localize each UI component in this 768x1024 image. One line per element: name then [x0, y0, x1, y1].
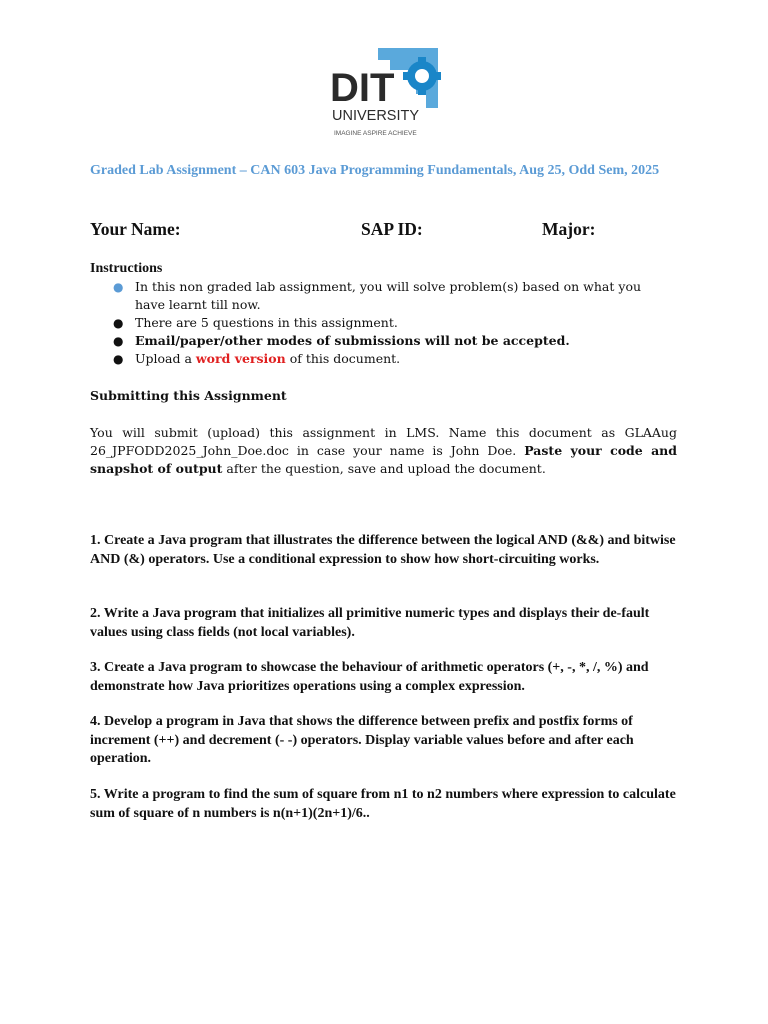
bullet-icon: ● [113, 352, 124, 366]
instruction-item: ● Email/paper/other modes of submissions will not be accepted. [113, 333, 570, 348]
logo-subword: UNIVERSITY [332, 108, 420, 124]
instructions-heading: Instructions [90, 261, 163, 276]
bullet-icon: ● [113, 280, 124, 294]
logo-graphic [330, 46, 442, 142]
paste-code-emphasis: Paste your code and snapshot of output [90, 443, 678, 476]
bullet-icon: ● [113, 334, 124, 348]
instructions-list [90, 278, 690, 368]
student-fields [90, 219, 690, 241]
major-label: Major: [542, 219, 596, 239]
question-3: 3. Create a Java program to showcase the behaviour of arithmetic operators (+, -, *, /, %) and demonstrate how Java prioritizes operations using a complex expression. [90, 660, 649, 694]
instruction-item: ● Upload a word version of this document. [113, 351, 401, 366]
instruction-item: ● There are 5 questions in this assignment. [113, 315, 398, 330]
submitting-paragraph: You will submit (upload) this assignment in LMS. Name this document as GLAAug 26_JPFODD2025_John_Doe.doc in case your name is John Doe. Paste your code and snapshot of output after the question, save and upload the document. [90, 425, 678, 476]
instruction-item: ● In this non graded lab assignment, you will solve problem(s) based on what you have learnt till now. [113, 279, 642, 312]
question-2: 2. Write a Java program that initializes all primitive numeric types and displays their de-fault values using class fields (not local variables). [90, 606, 650, 640]
question-5: 5. Write a program to find the sum of square from n1 to n2 numbers where expression to calculate sum of square of n numbers is n(n+1)(2n+1)/6.. [90, 787, 676, 821]
your-name-label: Your Name: [90, 219, 181, 239]
question-1: 1. Create a Java program that illustrates the difference between the logical AND (&&) and bitwise AND (&) operators. Use a conditional expression to show how short-circuiting works. [90, 533, 676, 567]
dit-university-logo [330, 46, 442, 142]
question-4: 4. Develop a program in Java that shows the difference between prefix and postfix forms of increment (++) and decrement (- -) operators. Display variable values before and after each operation. [90, 714, 634, 766]
logo-wordmark: DIT [330, 66, 395, 110]
word-version-highlight: word version [195, 351, 286, 366]
sap-id-label: SAP ID: [361, 219, 423, 239]
submitting-heading: Submitting this Assignment [90, 388, 287, 403]
logo-tagline: IMAGINE ASPIRE ACHIEVE [334, 130, 417, 137]
assignment-title: Graded Lab Assignment – CAN 603 Java Programming Fundamentals, Aug 25, Odd Sem, 2025 [90, 163, 660, 178]
bullet-icon: ● [113, 316, 124, 330]
